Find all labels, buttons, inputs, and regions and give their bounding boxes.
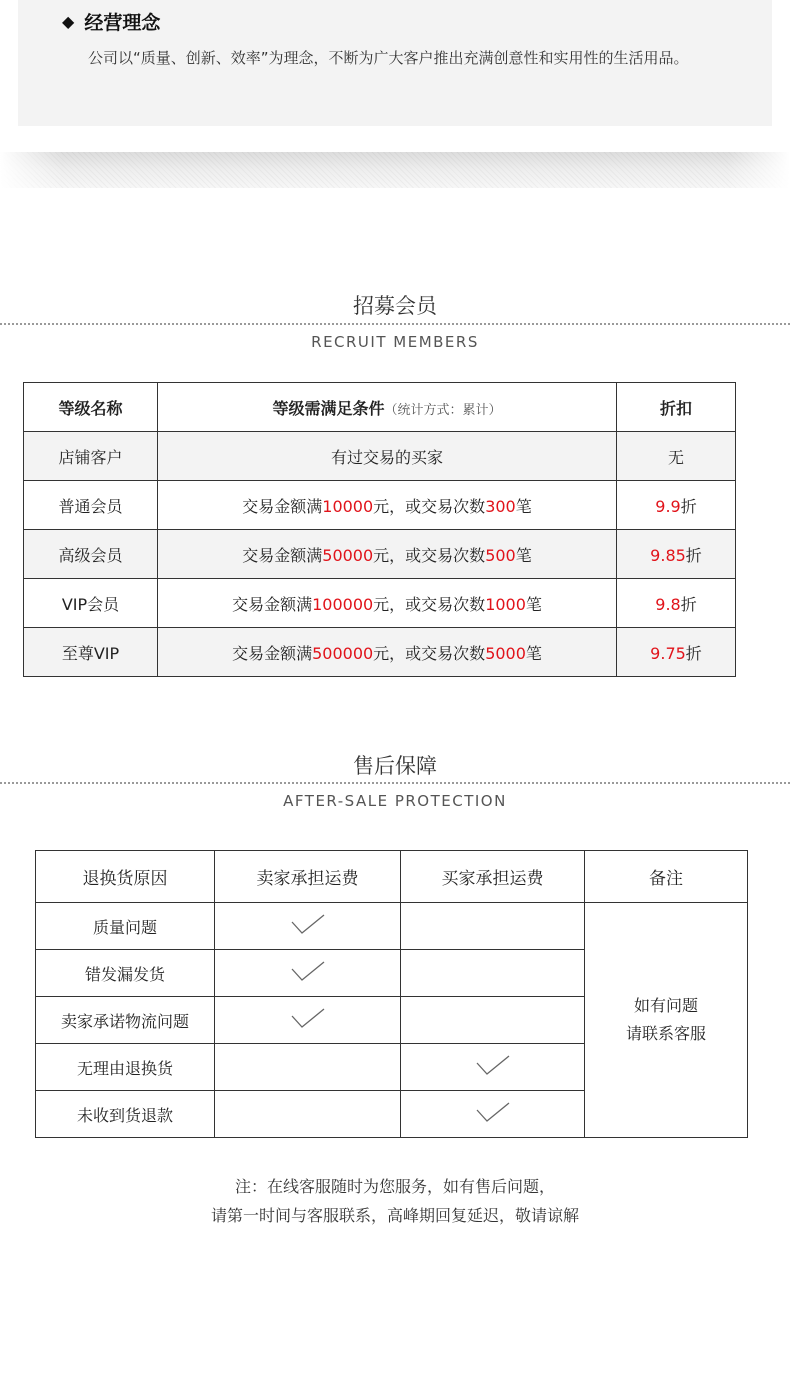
remark-cell: [585, 903, 748, 1138]
return-reason: 错发漏发货: [36, 950, 215, 997]
condition-text: 元，或交易次数: [373, 643, 486, 663]
buyer-cell: [401, 1091, 585, 1138]
discount-unit: 折: [680, 496, 697, 516]
header-condition-note: （统计方式：累计）: [384, 402, 502, 418]
aftersale-table: [35, 850, 748, 1138]
level-name: VIP会员: [24, 579, 158, 628]
condition-amount: 50000: [322, 545, 374, 565]
discount-value: 9.8: [655, 594, 681, 614]
check-icon: [475, 1101, 511, 1123]
return-reason: 质量问题: [36, 903, 215, 950]
level-condition: [158, 530, 617, 579]
discount-value: 无: [667, 447, 684, 467]
seller-cell: [215, 997, 401, 1044]
level-condition: [158, 628, 617, 677]
table-header-row: [24, 383, 736, 432]
header-level: 等级名称: [24, 383, 158, 432]
level-name: 高级会员: [24, 530, 158, 579]
header-buyer-pays: 买家承担运费: [401, 851, 585, 903]
return-reason: 无理由退换货: [36, 1044, 215, 1091]
buyer-cell: [401, 903, 585, 950]
seller-cell: [215, 950, 401, 997]
buyer-cell: [401, 1044, 585, 1091]
aftersale-title: 售后保障: [353, 754, 437, 778]
table-row: [24, 530, 736, 579]
table-row: [24, 481, 736, 530]
header-discount: 折扣: [617, 383, 736, 432]
condition-count: 300: [485, 496, 516, 516]
condition-amount: 10000: [322, 496, 374, 516]
condition-text: 笔: [515, 496, 532, 516]
discount-value: 9.75: [650, 643, 686, 663]
member-levels-table: [23, 382, 736, 677]
level-discount: [617, 579, 736, 628]
header-reason: 退换货原因: [36, 851, 215, 903]
table-header-row: [36, 851, 748, 903]
condition-count: 5000: [485, 643, 526, 663]
return-reason: 未收到货退款: [36, 1091, 215, 1138]
condition-text: 笔: [515, 545, 532, 565]
level-condition: 有过交易的买家: [158, 432, 617, 481]
seller-cell: [215, 1091, 401, 1138]
check-icon: [475, 1054, 511, 1076]
table-row: [24, 579, 736, 628]
condition-text: 交易金额满: [232, 594, 313, 614]
aftersale-subtitle: AFTER-SALE PROTECTION: [283, 792, 507, 810]
buyer-cell: [401, 950, 585, 997]
buyer-cell: [401, 997, 585, 1044]
recruit-dotted-divider: [0, 323, 790, 325]
recruit-title: 招募会员: [353, 294, 437, 318]
level-name: 至尊VIP: [24, 628, 158, 677]
footer-line: 请第一时间与客服联系，高峰期回复延迟，敬请谅解: [210, 1206, 579, 1225]
footer-line: 注：在线客服随时为您服务，如有售后问题，: [234, 1177, 555, 1196]
diamond-bullet-icon: ◆: [62, 11, 75, 31]
level-name: 店铺客户: [24, 432, 158, 481]
condition-amount: 500000: [312, 643, 374, 663]
level-condition: [158, 579, 617, 628]
header-remark: 备注: [585, 851, 748, 903]
table-row: [36, 903, 748, 950]
condition-text: 元，或交易次数: [373, 594, 486, 614]
discount-unit: 折: [685, 643, 702, 663]
discount-value: 9.85: [650, 545, 686, 565]
condition-text: 笔: [525, 594, 542, 614]
discount-unit: 折: [680, 594, 697, 614]
condition-text: 笔: [525, 643, 542, 663]
level-discount: [617, 628, 736, 677]
remark-line: 请联系客服: [625, 1024, 706, 1043]
check-icon: [290, 1007, 326, 1029]
check-icon: [290, 960, 326, 982]
level-discount: [617, 530, 736, 579]
level-condition: [158, 481, 617, 530]
seller-cell: [215, 1044, 401, 1091]
condition-text: 交易金额满: [242, 496, 323, 516]
discount-value: 9.9: [655, 496, 681, 516]
level-discount: [617, 481, 736, 530]
table-row: [24, 432, 736, 481]
header-condition: [158, 383, 617, 432]
level-name: 普通会员: [24, 481, 158, 530]
condition-text: 交易金额满: [232, 643, 313, 663]
return-reason: 卖家承诺物流问题: [36, 997, 215, 1044]
recruit-subtitle: RECRUIT MEMBERS: [311, 333, 479, 351]
condition-text: 交易金额满: [242, 545, 323, 565]
condition-count: 1000: [485, 594, 526, 614]
seller-cell: [215, 903, 401, 950]
level-discount: [617, 432, 736, 481]
shadow-divider: [0, 152, 790, 188]
condition-text: 元，或交易次数: [373, 545, 486, 565]
header-condition-label: 等级需满足条件: [272, 398, 385, 418]
condition-count: 500: [485, 545, 516, 565]
discount-unit: 折: [685, 545, 702, 565]
condition-amount: 100000: [312, 594, 374, 614]
remark-line: 如有问题: [633, 996, 698, 1015]
table-row: [24, 628, 736, 677]
aftersale-dotted-divider: [0, 782, 790, 784]
check-icon: [290, 913, 326, 935]
philosophy-title: 经营理念: [84, 12, 161, 34]
header-seller-pays: 卖家承担运费: [215, 851, 401, 903]
footer-note: [0, 1172, 790, 1230]
philosophy-text: 公司以“质量、创新、效率”为理念，不断为广大客户推出充满创意性和实用性的生活用品。: [88, 49, 689, 67]
condition-text: 元，或交易次数: [373, 496, 486, 516]
philosophy-heading: [62, 8, 160, 35]
